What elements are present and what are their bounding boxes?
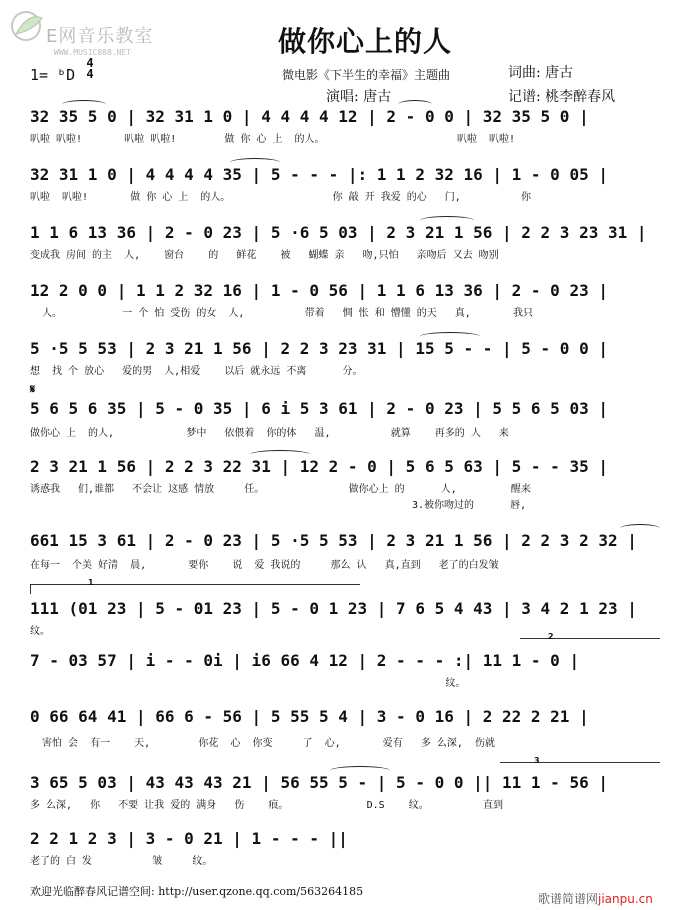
time-signature (83, 58, 97, 80)
score-row: 3 65 5 03 | 43 43 43 21 | 56 55 5 - | 5 - 0 0 || 11 1 - 56 | (30, 773, 608, 792)
song-title: 做你心上的人 (278, 25, 453, 58)
slur-mark (62, 100, 106, 109)
segno-sign: 𝄋 (30, 382, 36, 396)
score-row: 1 1 6 13 36 | 2 - 0 23 | 5 ·6 5 03 | 2 3 21 1 56 | 2 2 3 23 31 | (30, 223, 647, 242)
slur-mark (330, 766, 390, 775)
site-logo[interactable] (6, 8, 186, 58)
watermark[interactable] (538, 890, 653, 907)
lyric-line: 人。 一 个 怕 受伤 的女 人, 带着 惆 怅 和 懵懂 的天 真, 我只 (30, 308, 533, 319)
lyric-line: 变成我 房间 的主 人, 窗台 的 鲜花 被 蝴蝶 亲 吻,只怕 亲吻后 又去 吻别 (30, 250, 499, 261)
score-row: 0 66 64 41 | 66 6 - 56 | 5 55 5 4 | 3 - 0 16 | 2 22 2 21 | (30, 707, 589, 726)
score-row: 32 35 5 0 | 32 31 1 0 | 4 4 4 4 12 | 2 - 0 0 | 32 35 5 0 | (30, 107, 589, 126)
site-url: WWW.MUSIC888.NET (54, 48, 132, 57)
watermark-text: 歌谱简谱网 (538, 892, 599, 906)
score-row: 661 15 3 61 | 2 - 0 23 | 5 ·5 5 53 | 2 3 21 1 56 | 2 2 3 2 32 | (30, 531, 637, 550)
site-name: E网音乐教室 (46, 26, 154, 47)
slur-mark (250, 450, 310, 459)
score-row: 32 31 1 0 | 4 4 4 4 35 | 5 - - - |: 1 1 2 32 16 | 1 - 0 05 | (30, 165, 608, 184)
watermark-domain: jianpu.cn (598, 892, 653, 906)
transcriber-credit: 记谱: 桃李醉春风 (508, 89, 616, 105)
score-row: 12 2 0 0 | 1 1 2 32 16 | 1 - 0 56 | 1 1 6 13 36 | 2 - 0 23 | (30, 281, 608, 300)
time-signature-bottom: 4 (86, 67, 94, 81)
lyric-line: 叭啦 叭啦! 叭啦 叭啦! 做 你 心 上 的人。 叭啦 叭啦! (30, 134, 516, 145)
lyric-line: 在每一 个美 好清 晨, 要你 说 爱 我说的 那么 认 真,直到 老了的白发皱 (30, 560, 499, 571)
score-row: 2 2 1 2 3 | 3 - 0 21 | 1 - - - || (30, 829, 348, 848)
lyric-line: 害怕 会 有一 天, 你花 心 你变 了 心, 爱有 多 么深, 伤就 (30, 738, 495, 749)
slur-mark (398, 100, 432, 109)
lyric-line: 多 么深, 你 不要 让我 爱的 满身 伤 痕。 D.S 纹。 直到 (30, 800, 503, 811)
volta-2-bracket (520, 638, 660, 639)
score-row: 7 - 03 57 | i - - 0i | i6 66 4 12 | 2 - - - :| 11 1 - 0 | (30, 651, 580, 670)
lyric-line: 叭啦 叭啦! 做 你 心 上 的人。 你 敲 开 我爱 的心 门, 你 (30, 192, 532, 203)
lyric-line: 做你心 上 的人, 梦中 依偎着 你的体 温, 就算 再多的 人 来 (30, 428, 509, 439)
song-subtitle: 微电影《下半生的幸福》主题曲 (282, 68, 451, 82)
key-signature: 1= ᵇD (30, 66, 76, 84)
slur-mark (620, 524, 660, 533)
singer-credit: 演唱: 唐古 (326, 89, 392, 105)
score-row: 2 3 21 1 56 | 2 2 3 22 31 | 12 2 - 0 | 5 6 5 63 | 5 - - 35 | (30, 457, 608, 476)
volta-2-label: 2 (548, 632, 554, 641)
slur-mark (420, 332, 480, 341)
lyric-line: 纹。 (30, 678, 466, 689)
verse-3-lyric: 3.被你吻过的 唇, (412, 500, 527, 511)
volta-1-bracket-end (30, 584, 31, 594)
score-row: 5 ·5 5 53 | 2 3 21 1 56 | 2 2 3 23 31 | 15 5 - - | 5 - 0 0 | (30, 339, 608, 358)
time-signature-top: 4 (86, 56, 94, 70)
lyrics-music-credit: 词曲: 唐古 (508, 65, 574, 81)
volta-1-label: 1 (88, 578, 94, 587)
lyric-line: 老了的 白 发 皱 纹。 (30, 856, 213, 867)
score-row: 111 (01 23 | 5 - 01 23 | 5 - 0 1 23 | 7 6 5 4 43 | 3 4 2 1 23 | (30, 599, 637, 618)
lyric-line: 诱惑我 们,谁都 不会让 这感 情放 任。 做你心上 的 人, 醒来 (30, 484, 531, 495)
volta-3-bracket (500, 762, 660, 763)
volta-3-label: 3 (534, 756, 540, 765)
lyric-line: 想 找 个 放心 爱的男 人,相爱 以后 就永远 不离 分。 (30, 366, 363, 377)
footer-link[interactable]: 欢迎光临醉春风记谱空间: http://user.qzone.qq.com/563264185 (30, 885, 364, 898)
score-row: 5 6 5 6 35 | 5 - 0 35 | 6 i 5 3 61 | 2 - 0 23 | 5 5 6 5 03 | (30, 399, 608, 418)
slur-mark (230, 158, 280, 167)
volta-1-bracket (30, 584, 360, 585)
slur-mark (420, 216, 474, 225)
lyric-line: 纹。 (30, 626, 50, 637)
